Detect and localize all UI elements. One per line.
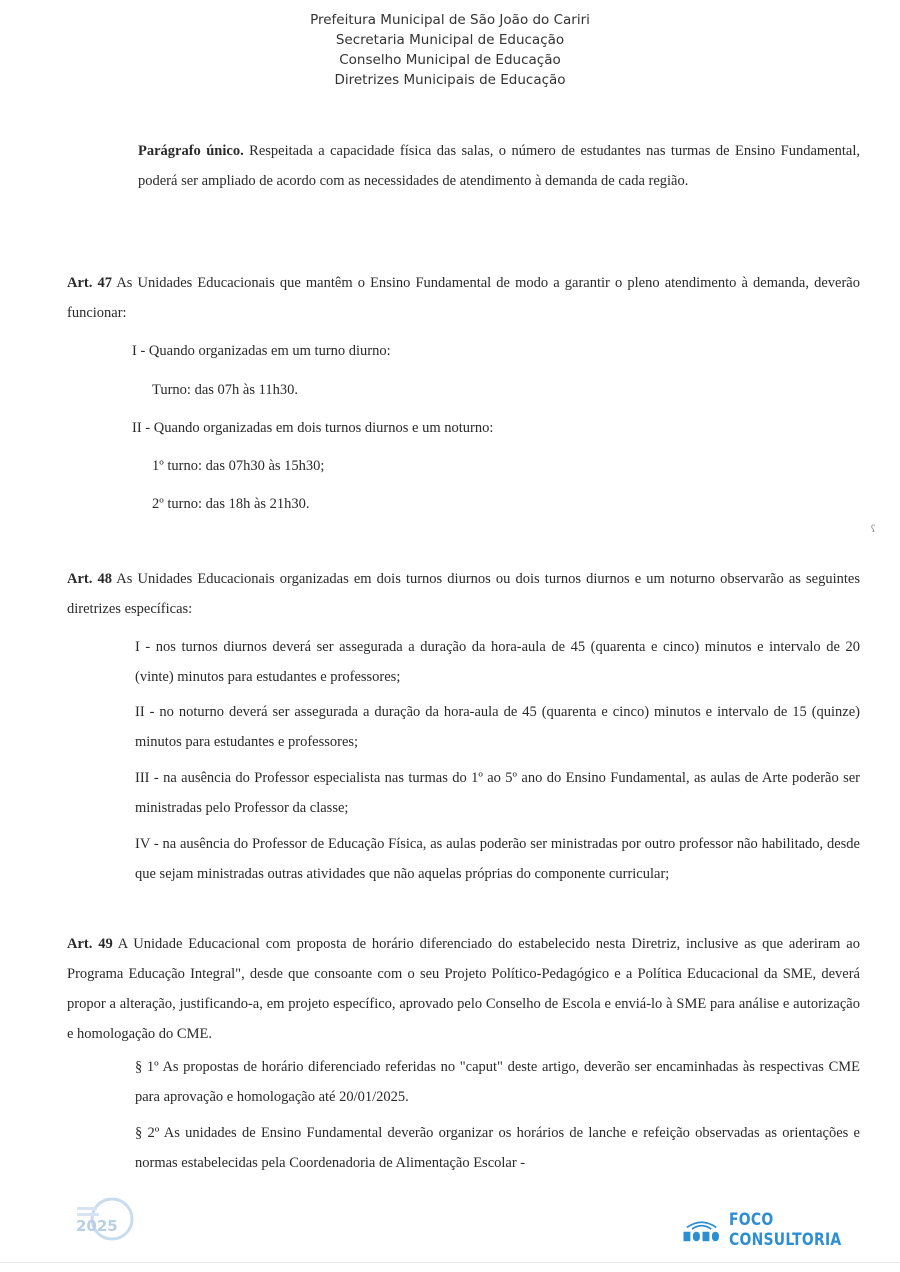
art-47-caput <box>67 268 860 328</box>
art-47-text: As Unidades Educacionais que mantêm o Ensino Fundamental de modo a garantir o pleno atendimento à demanda, deverão funcionar: <box>67 275 860 321</box>
art-48-item-4: IV - na ausência do Professor de Educação Física, as aulas poderão ser ministradas por outro professor não habilitado, desde que sejam ministradas outras atividades que não aquelas próprias do componente curricular; <box>135 836 860 882</box>
art-48-text: As Unidades Educacionais organizadas em dois turnos diurnos ou dois turnos diurnos e um noturno observarão as seguintes diretrizes específicas: <box>67 571 860 617</box>
foco-logo-icon <box>680 1215 723 1245</box>
art-49-caput <box>67 929 860 1049</box>
logo-letter-block <box>712 1232 719 1242</box>
art-47-item-1: I - Quando organizadas em um turno diurno: <box>132 343 391 359</box>
art-47-item-2-turno-2: 2º turno: das 18h às 21h30. <box>152 496 310 512</box>
header-line-prefeitura: Prefeitura Municipal de São João do Cariri <box>310 12 590 28</box>
page-bottom-edge <box>0 1262 900 1263</box>
art-49-text: A Unidade Educacional com proposta de horário diferenciado do estabelecido nesta Diretriz, inclusive as que aderiram ao Programa Educação Integral", desde que consoante com o seu Projeto Político-Pedagógico e a Política Educacional da SME, deverá propor a alteração, justificando-a, em projeto específico, aprovado pelo Conselho de Escola e enviá-lo à SME para análise e autorização e homologação do CME. <box>67 936 860 1042</box>
art-48-caput <box>67 564 860 624</box>
art-49-paragraph-1: § 1º As propostas de horário diferenciado referidas no "caput" deste artigo, deverão ser encaminhadas às respectivas CME para aprovação e homologação até 20/01/2025. <box>135 1059 860 1105</box>
art-49-paragraph-2: § 2º As unidades de Ensino Fundamental deverão organizar os horários de lanche e refeição observadas as orientações e normas estabelecidas pela Coordenadoria de Alimentação Escolar - <box>135 1125 860 1171</box>
art-47-item-1-turno: Turno: das 07h às 11h30. <box>152 382 298 398</box>
scan-mark: ʕ <box>871 524 876 535</box>
foco-consultoria-text: FOCO CONSULTORIA <box>729 1210 842 1250</box>
art-47-label: Art. 47 <box>67 275 112 291</box>
paragrafo-unico-text: Respeitada a capacidade física das salas, o número de estudantes nas turmas de Ensino Fundamental, poderá ser ampliado de acordo com as necessidades de atendimento à demanda de cada região. <box>138 143 861 189</box>
logo-letter-block <box>702 1232 709 1242</box>
art-49-label: Art. 49 <box>67 936 113 952</box>
header-line-diretrizes: Diretrizes Municipais de Educação <box>334 72 566 88</box>
logo-arc <box>692 1226 711 1229</box>
2025-seal-logo <box>72 1193 138 1249</box>
header-line-secretaria: Secretaria Municipal de Educação <box>335 32 565 48</box>
paragrafo-unico <box>138 136 860 196</box>
art-48-item-2: II - no noturno deverá ser assegurada a duração da hora-aula de 45 (quarenta e cinco) minutos e intervalo de 15 (quinze) minutos para estudantes e professores; <box>135 704 860 750</box>
seal-bar <box>77 1213 99 1216</box>
header-line-conselho: Conselho Municipal de Educação <box>339 52 561 68</box>
logo-letter-block <box>683 1232 690 1242</box>
art-48-label: Art. 48 <box>67 571 112 587</box>
paragrafo-unico-label: Parágrafo único. <box>138 143 244 159</box>
art-47-item-2-turno-1: 1º turno: das 07h30 às 15h30; <box>152 458 325 474</box>
art-48-item-1: I - nos turnos diurnos deverá ser assegurada a duração da hora-aula de 45 (quarenta e cinco) minutos e intervalo de 20 (vinte) minutos para estudantes e professores; <box>135 639 860 685</box>
seal-bar <box>77 1207 97 1210</box>
seal-year: 2025 <box>76 1217 118 1235</box>
art-48-item-3: III - na ausência do Professor especialista nas turmas do 1º ao 5º ano do Ensino Fundamental, as aulas de Arte poderão ser ministradas pelo Professor da classe; <box>135 770 860 816</box>
document-header <box>0 10 900 90</box>
art-47-item-2: II - Quando organizadas em dois turnos diurnos e um noturno: <box>132 420 494 436</box>
foco-consultoria-brand <box>680 1210 900 1250</box>
logo-letter-block <box>693 1232 700 1242</box>
